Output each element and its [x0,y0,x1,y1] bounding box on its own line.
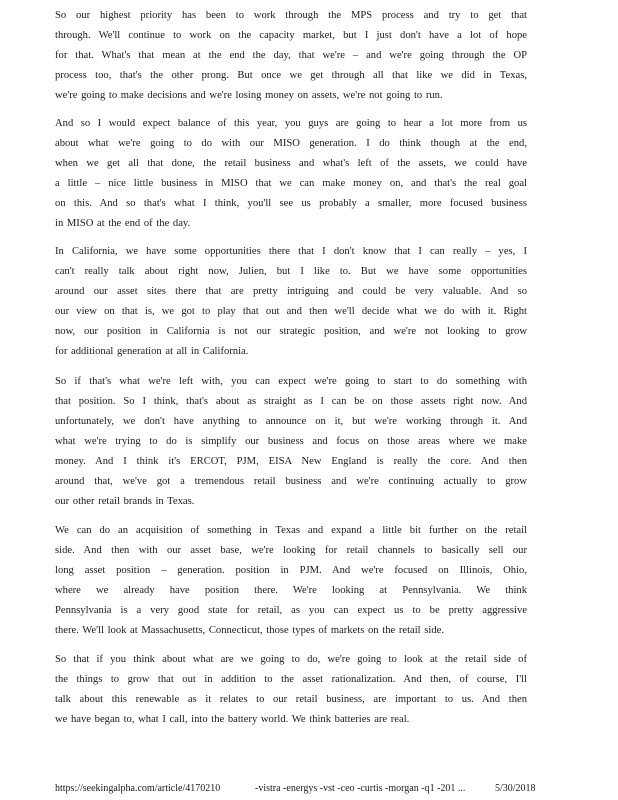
text-line: we have began to, what I call, into the battery world. We think batteries are real. [55,714,410,725]
paragraph [55,521,527,641]
text-line: our view on that is, we got to play that out and then we'll decide what we do with it. Right [55,306,527,317]
text-line: that position. So I think, that's about as straight as I can be on those assets right now. And [55,396,527,407]
paragraph [55,242,527,362]
text-line: So that if you think about what are we going to do, we're going to look at the retail side of [55,654,527,665]
paragraph [55,6,527,106]
text-line: long asset position – generation. position in PJM. And we're focused on Illinois, Ohio, [55,565,527,576]
text-line: we're going to make decisions and we're losing money on assets, we're not going to run. [55,90,443,101]
text-line: what we're trying to do is simplify our business and focus on those areas where we make [55,436,527,447]
paragraph [55,114,527,234]
paragraph [55,372,527,512]
text-line: around that, we've got a tremendous retail business and we're continuing actually to grow [55,476,527,487]
text-line: a little – nice little business in MISO that we can make money on, and that's the real goal [55,178,527,189]
text-line: for additional generation at all in California. [55,346,249,357]
paragraph [55,650,527,730]
footer-article-slug: -vistra -energys -vst -ceo -curtis -morgan -q1 -201 ... [255,783,466,794]
text-line: the things to grow that out in addition to the asset rationalization. And then, of course, I'll [55,674,527,685]
text-line: about what we're going to do with our MISO generation. I do think though at the end, [55,138,527,149]
text-line: now, our position in California is not our strategic position, and we're not looking to grow [55,326,527,337]
text-line: our other retail brands in Texas. [55,496,195,507]
text-line: there. We'll look at Massachusetts, Connecticut, those types of markets on the retail side. [55,625,444,636]
footer-date: 5/30/2018 [495,783,536,794]
text-line: around our asset sites there that are pretty intriguing and could be very valuable. And so [55,286,527,297]
text-line: on this. And so that's what I think, you'll see us probably a smaller, more focused business [55,198,527,209]
text-line: money. And I think it's ERCOT, PJM, EISA New England is really the core. And then [55,456,527,467]
text-line: in MISO at the end of the day. [55,218,191,229]
text-line: So our highest priority has been to work through the MPS process and try to get that [55,10,527,21]
text-line: talk about this renewable as it relates to our retail business, are important to us. And then [55,694,527,705]
text-line: Pennsylvania is a very good state for retail, as you can expect us to be pretty aggressive [55,605,527,616]
text-line: when we get all that done, the retail business and what's left of the assets, we could have [55,158,527,169]
text-line: And so I would expect balance of this year, you guys are going to hear a lot more from us [55,118,527,129]
text-line: can't really talk about right now, Julien, but I like to. But we have some opportunities [55,266,527,277]
footer-url[interactable]: https://seekingalpha.com/article/4170210 [55,783,221,794]
text-line: process too, that's the other prong. But once we get through all that like we did in Texas, [55,70,527,81]
text-line: So if that's what we're left with, you can expect we're going to start to do something with [55,376,527,387]
text-line: We can do an acquisition of something in Texas and expand a little bit further on the retail [55,525,527,536]
text-line: In California, we have some opportunities there that I don't know that I can really – yes, I [55,246,527,257]
text-line: for that. What's that mean at the end the day, that we're – and we're going through the OP [55,50,527,61]
text-line: side. And then with our asset base, we're looking for retail channels to basically sell our [55,545,527,556]
text-line: through. We'll continue to work on the capacity market, but I just don't have a lot of hope [55,30,527,41]
text-line: unfortunately, we don't have anything to announce on it, but we're working through it. And [55,416,527,427]
text-line: where we already have position there. We're looking at Pennsylvania. We think [55,585,527,596]
